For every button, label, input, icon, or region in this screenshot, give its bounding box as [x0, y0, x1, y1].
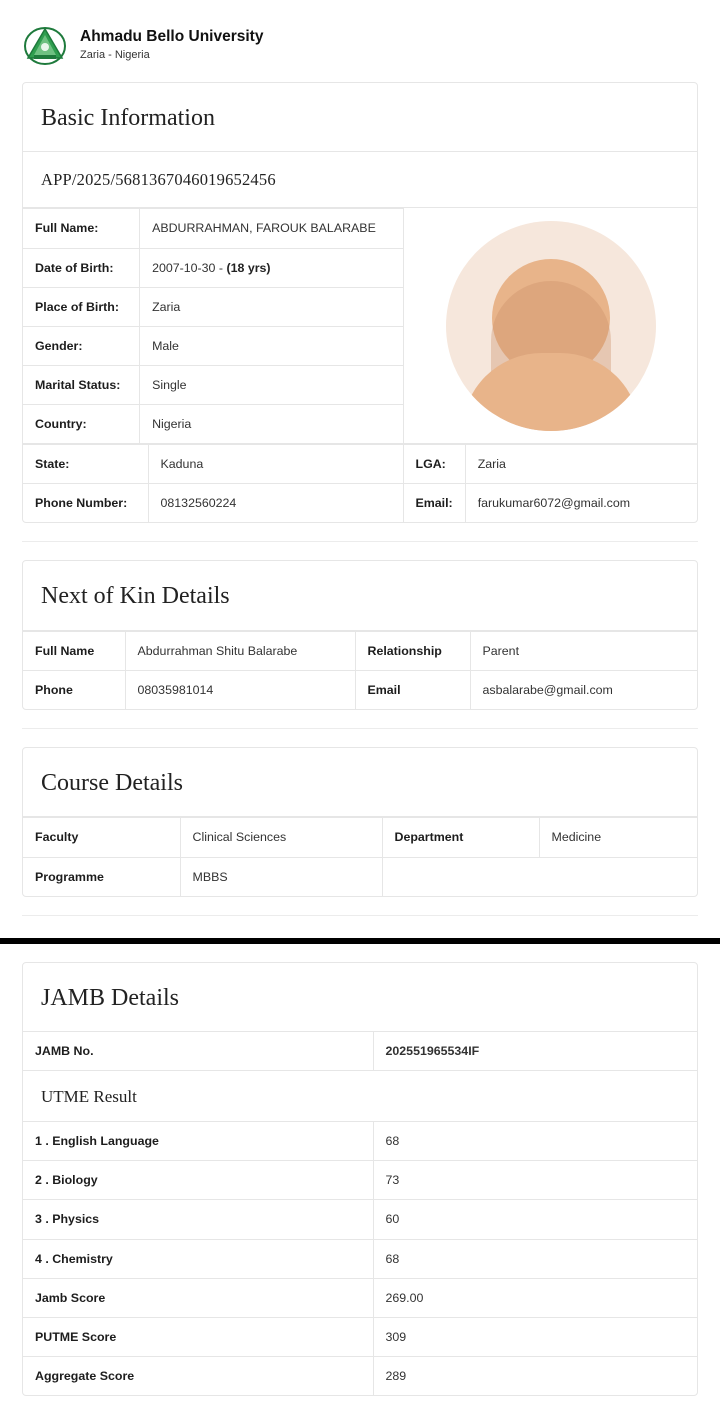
- state-value: Kaduna: [148, 445, 403, 484]
- section-divider: [22, 915, 698, 916]
- date-of-birth-value: [140, 248, 403, 287]
- full-name-label: Full Name:: [23, 209, 140, 248]
- university-name: Ahmadu Bello University: [80, 27, 264, 45]
- date-of-birth-text: 2007-10-30 -: [152, 260, 227, 275]
- next-of-kin-title: Next of Kin Details: [23, 561, 697, 630]
- table-row: [23, 365, 403, 404]
- nok-full-name-label: Full Name: [23, 631, 125, 670]
- state-label: State:: [23, 445, 148, 484]
- table-row: [23, 1200, 697, 1239]
- utme-result-title: UTME Result: [23, 1070, 697, 1122]
- jamb-no-label: JAMB No.: [35, 1044, 94, 1059]
- table-row: [23, 1317, 697, 1356]
- faculty-label: Faculty: [23, 818, 180, 857]
- phone-number-value: 08132560224: [148, 484, 403, 523]
- table-row: [23, 857, 697, 896]
- lga-value: Zaria: [465, 445, 697, 484]
- basic-information-title: Basic Information: [23, 83, 697, 152]
- jamb-score-label: Jamb Score: [23, 1278, 373, 1317]
- jamb-details-card: [22, 962, 698, 1396]
- next-of-kin-table: [23, 631, 697, 709]
- applicant-photo: [403, 208, 697, 444]
- applicant-photo-placeholder-icon: [446, 221, 656, 431]
- jamb-number-table: [23, 1032, 697, 1070]
- programme-empty-cell: [382, 857, 697, 896]
- table-row: [23, 1161, 697, 1200]
- table-row: [23, 1032, 697, 1070]
- department-label: Department: [382, 818, 539, 857]
- subject-1-score: 68: [373, 1122, 697, 1161]
- aggregate-score-value: 289: [373, 1356, 697, 1395]
- nok-full-name-value: Abdurrahman Shitu Balarabe: [125, 631, 355, 670]
- programme-label: Programme: [23, 857, 180, 896]
- table-row: [23, 209, 403, 248]
- table-row: [23, 405, 403, 444]
- place-of-birth-label: Place of Birth:: [23, 287, 140, 326]
- basic-information-card: [22, 82, 698, 523]
- aggregate-score-label: Aggregate Score: [23, 1356, 373, 1395]
- table-row: [23, 1122, 697, 1161]
- next-of-kin-card: [22, 560, 698, 710]
- gender-value: Male: [140, 326, 403, 365]
- country-label: Country:: [23, 405, 140, 444]
- full-name-value: ABDURRAHMAN, FAROUK BALARABE: [140, 209, 403, 248]
- course-details-table: [23, 817, 697, 895]
- department-value: Medicine: [539, 818, 697, 857]
- page-break-divider: [0, 938, 720, 944]
- basic-information-fields: [23, 208, 403, 444]
- basic-information-footer-table: [23, 444, 697, 522]
- nok-phone-value: 08035981014: [125, 670, 355, 709]
- table-row: [23, 445, 697, 484]
- subject-4-score: 68: [373, 1239, 697, 1278]
- nok-email-label: Email: [355, 670, 470, 709]
- subject-2-score: 73: [373, 1161, 697, 1200]
- email-value: farukumar6072@gmail.com: [465, 484, 697, 523]
- table-row: [23, 818, 697, 857]
- jamb-score-value: 269.00: [373, 1278, 697, 1317]
- place-of-birth-value: Zaria: [140, 287, 403, 326]
- course-details-card: [22, 747, 698, 897]
- subject-3-label: 3 . Physics: [23, 1200, 373, 1239]
- course-details-title: Course Details: [23, 748, 697, 817]
- table-row: [23, 326, 403, 365]
- subject-4-label: 4 . Chemistry: [23, 1239, 373, 1278]
- jamb-details-title: JAMB Details: [23, 963, 697, 1032]
- nok-email-value: asbalarabe@gmail.com: [470, 670, 697, 709]
- utme-result-table: [23, 1122, 697, 1395]
- section-divider: [22, 541, 698, 542]
- application-number: APP/2025/5681367046019652456: [23, 152, 697, 208]
- university-location: Zaria - Nigeria: [80, 49, 150, 62]
- table-row: [23, 484, 697, 523]
- subject-3-score: 60: [373, 1200, 697, 1239]
- subject-2-label: 2 . Biology: [23, 1161, 373, 1200]
- marital-status-label: Marital Status:: [23, 365, 140, 404]
- university-crest-icon: [22, 22, 68, 68]
- subject-1-label: 1 . English Language: [35, 1134, 159, 1149]
- table-row: [23, 287, 403, 326]
- document-header: [0, 0, 720, 82]
- section-divider: [22, 728, 698, 729]
- jamb-no-value: 202551965534IF: [373, 1032, 697, 1070]
- putme-score-label: PUTME Score: [23, 1317, 373, 1356]
- nok-relationship-value: Parent: [470, 631, 697, 670]
- table-row: [23, 248, 403, 287]
- table-row: [23, 1239, 697, 1278]
- programme-value: MBBS: [180, 857, 382, 896]
- date-of-birth-label: Date of Birth:: [23, 248, 140, 287]
- faculty-value: Clinical Sciences: [180, 818, 382, 857]
- putme-score-value: 309: [373, 1317, 697, 1356]
- phone-number-label: Phone Number:: [23, 484, 148, 523]
- lga-label: LGA:: [403, 445, 465, 484]
- nok-relationship-label: Relationship: [355, 631, 470, 670]
- nok-phone-label: Phone: [23, 670, 125, 709]
- gender-label: Gender:: [23, 326, 140, 365]
- marital-status-value: Single: [140, 365, 403, 404]
- table-row: [23, 670, 697, 709]
- age-text: (18 yrs): [226, 260, 271, 275]
- table-row: [23, 1278, 697, 1317]
- country-value: Nigeria: [140, 405, 403, 444]
- table-row: [23, 631, 697, 670]
- table-row: [23, 1356, 697, 1395]
- email-label: Email:: [403, 484, 465, 523]
